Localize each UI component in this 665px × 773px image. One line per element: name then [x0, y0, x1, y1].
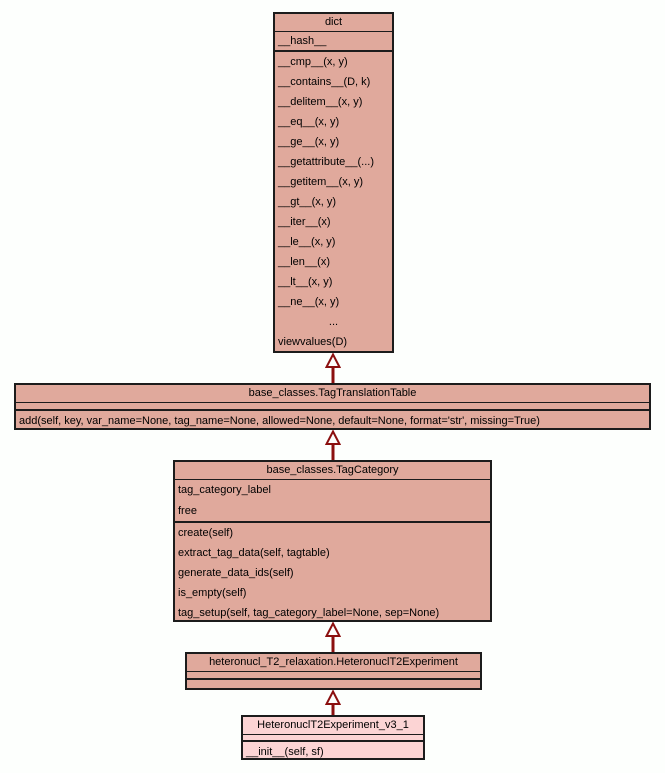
class-attribute: tag_category_label	[178, 484, 271, 497]
class-box-heteronucl-t2-experiment-v3-1[interactable]	[241, 715, 425, 760]
class-attribute: free	[178, 504, 197, 517]
class-method: __gt__(x, y)	[278, 196, 337, 208]
class-method: __init__(self, sf)	[246, 746, 324, 758]
class-method: extract_tag_data(self, tagtable)	[178, 547, 330, 559]
class-method: add(self, key, var_name=None, tag_name=None, allowed=None, default=None, format='str', missing=True)	[19, 415, 540, 427]
class-title: dict	[324, 16, 343, 28]
class-method: viewvalues(D)	[278, 336, 348, 348]
empty-attributes-section	[187, 671, 480, 678]
class-method: __eq__(x, y)	[278, 116, 340, 128]
class-method: generate_data_ids(self)	[178, 567, 294, 579]
class-box-tag-category[interactable]	[173, 460, 492, 622]
class-method: __lt__(x, y)	[278, 276, 333, 288]
class-title: heteronucl_T2_relaxation.HeteronuclT2Experiment	[209, 656, 458, 668]
class-title: base_classes.TagCategory	[266, 464, 399, 476]
empty-methods-section	[187, 678, 480, 688]
class-box-heteronucl-t2-experiment[interactable]	[185, 652, 482, 690]
empty-attributes-section	[16, 402, 649, 409]
class-methods-ellipsis: ...	[328, 316, 339, 328]
inheritance-arrow	[325, 622, 341, 652]
class-method: create(self)	[178, 527, 234, 539]
class-title: HeteronuclT2Experiment_v3_1	[257, 719, 409, 731]
class-method: __ne__(x, y)	[278, 296, 340, 308]
inheritance-arrow	[325, 353, 341, 383]
class-method: __getitem__(x, y)	[278, 176, 363, 188]
class-attribute: __hash__	[278, 35, 327, 47]
class-title: base_classes.TagTranslationTable	[248, 387, 417, 399]
class-box-dict[interactable]	[273, 12, 394, 353]
class-method: __len__(x)	[278, 256, 330, 268]
class-method: __getattribute__(...)	[278, 156, 375, 168]
inheritance-arrow	[325, 430, 341, 460]
class-box-tag-translation-table[interactable]	[14, 383, 651, 430]
class-method: tag_setup(self, tag_category_label=None, sep=None)	[178, 607, 440, 619]
class-method: __iter__(x)	[278, 216, 331, 228]
class-method: __cmp__(x, y)	[278, 56, 348, 68]
inheritance-arrow	[325, 690, 341, 715]
class-method: is_empty(self)	[178, 587, 247, 599]
class-method: __le__(x, y)	[278, 236, 336, 248]
class-method: __delitem__(x, y)	[278, 96, 363, 108]
class-method: __contains__(D, k)	[278, 76, 371, 88]
class-method: __ge__(x, y)	[278, 136, 340, 148]
